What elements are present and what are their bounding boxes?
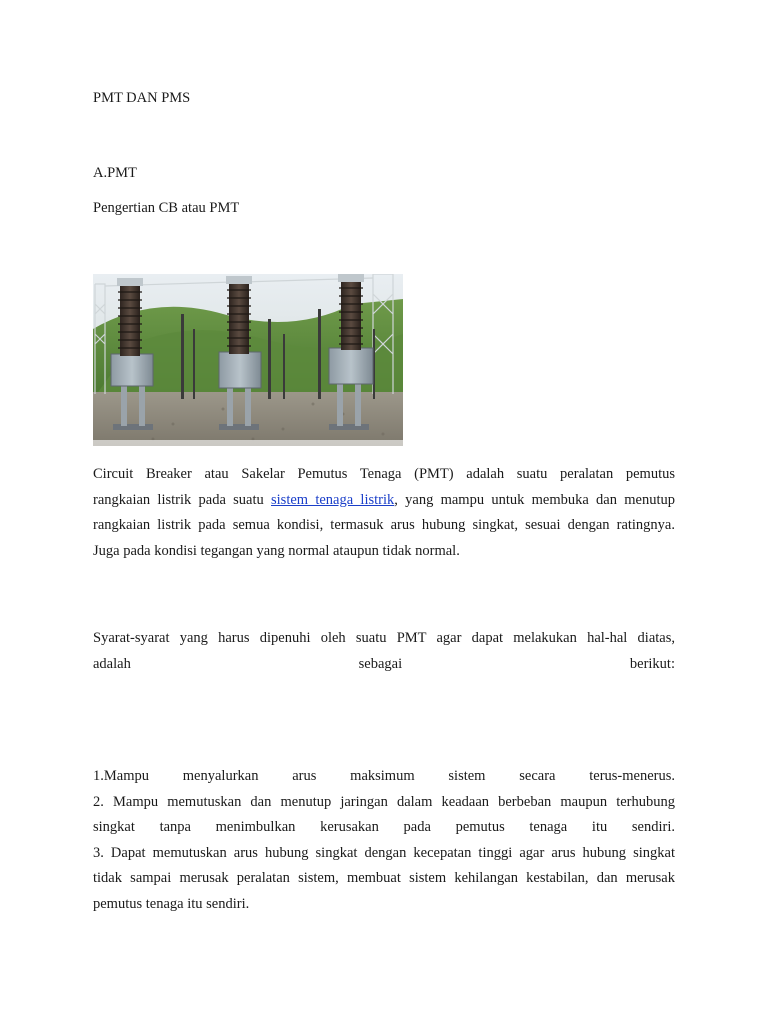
- list-item: singkat tanpa menimbulkan kerusakan pada pemutus tenaga itu sendiri.: [93, 819, 675, 835]
- sistem-tenaga-listrik-link[interactable]: sistem tenaga listrik: [271, 491, 395, 508]
- section-heading: A.PMT: [93, 165, 137, 181]
- list-item: 3. Dapat memutuskan arus hubung singkat dengan kecepatan tinggi agar arus hubung singkat: [93, 844, 675, 861]
- list-item: pemutus tenaga itu sendiri.: [93, 895, 250, 912]
- list-item: tidak sampai merusak peralatan sistem, membuat sistem kehilangan kestabilan, dan merusak: [93, 870, 675, 886]
- definition-paragraph: [93, 462, 675, 564]
- paragraph-line: adalah sebagai berikut:: [93, 655, 675, 672]
- document-title: PMT DAN PMS: [93, 90, 191, 106]
- paragraph-line: Syarat-syarat yang harus dipenuhi oleh suatu PMT agar dapat melakukan hal-hal diatas,: [93, 630, 675, 646]
- paragraph-line: rangkaian listrik pada semua kondisi, termasuk arus hubung singkat, sesuai dengan ratingnya.: [93, 517, 675, 533]
- list-item: 2. Mampu memutuskan dan menutup jaringan dalam keadaan berbeban maupun terhubung: [93, 793, 675, 810]
- paragraph-text: rangkaian listrik pada suatu: [93, 491, 272, 508]
- section-subtitle: Pengertian CB atau PMT: [93, 200, 240, 216]
- paragraph-line: Juga pada kondisi tegangan yang normal ataupun tidak normal.: [93, 542, 460, 559]
- substation-circuit-breaker-photo: [93, 274, 403, 446]
- paragraph-line-with-link: [93, 488, 675, 514]
- requirements-intro-paragraph: [93, 626, 675, 677]
- paragraph-line: Circuit Breaker atau Sakelar Pemutus Tenaga (PMT) adalah suatu peralatan pemutus: [93, 466, 675, 482]
- paragraph-text: , yang mampu untuk membuka dan menutup: [394, 491, 675, 508]
- list-item: 1.Mampu menyalurkan arus maksimum sistem secara terus-menerus.: [93, 768, 675, 784]
- requirements-list: [93, 764, 675, 917]
